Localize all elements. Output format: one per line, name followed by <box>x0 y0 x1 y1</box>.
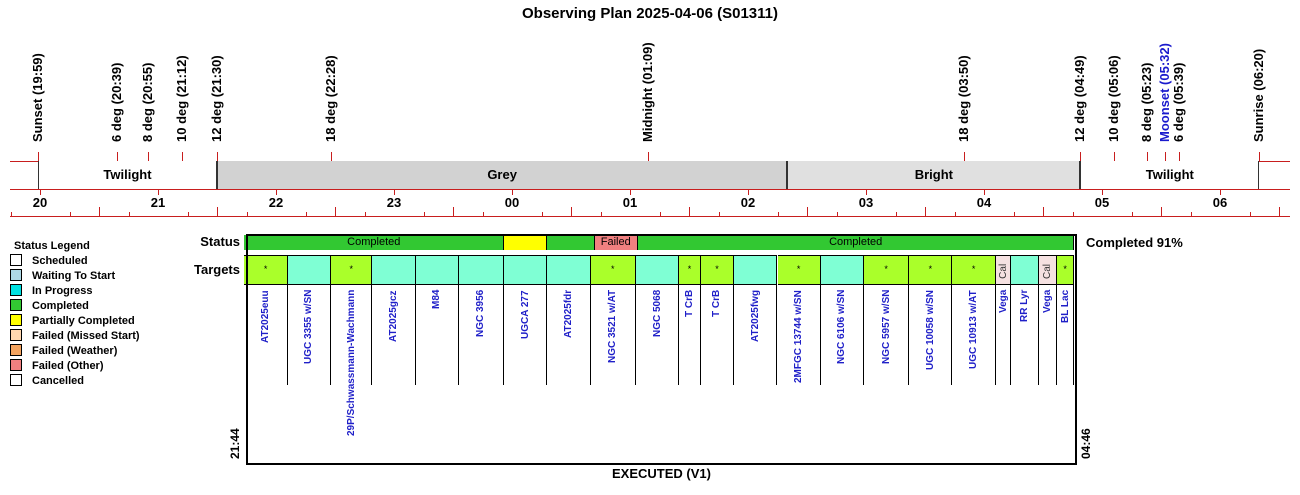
completed-marker: * <box>796 264 801 274</box>
completed-marker: * <box>611 264 615 274</box>
legend-swatch <box>10 284 22 296</box>
hour-label: 20 <box>32 195 48 210</box>
event-label: 8 deg (20:55) <box>140 62 156 142</box>
minor-tick <box>453 207 454 216</box>
completed-marker: * <box>1063 264 1067 274</box>
minor-tick <box>601 212 602 216</box>
sky-band: Twilight <box>38 161 217 189</box>
event-label: Midnight (01:09) <box>639 42 655 142</box>
target-name: T CrB <box>711 289 723 317</box>
hour-label: 04 <box>976 195 992 210</box>
minor-tick <box>719 212 720 216</box>
target-name: Vega <box>997 289 1009 313</box>
legend-item <box>10 360 104 374</box>
legend-swatch <box>10 269 22 281</box>
event-label: 12 deg (21:30) <box>209 55 224 142</box>
sky-band: Twilight <box>1080 161 1259 189</box>
minor-tick <box>365 212 366 216</box>
minor-tick <box>896 212 897 216</box>
legend-label: Cancelled <box>32 375 84 387</box>
target-name: NGC 3521 w/AT <box>607 289 619 363</box>
hour-label: 01 <box>622 195 638 210</box>
grid-hline <box>10 189 1290 190</box>
event-tick <box>964 152 965 161</box>
completed-marker: * <box>971 264 976 274</box>
event-tick <box>217 152 218 161</box>
legend-label: In Progress <box>32 285 93 297</box>
legend-item <box>10 300 89 314</box>
event-label: Moonset (05:32) <box>1156 43 1172 142</box>
event-tick <box>331 152 332 161</box>
hour-label: 05 <box>1094 195 1110 210</box>
target-name: AT2025gcz <box>388 290 399 342</box>
target-name: 29P/Schwassmann-Wachmann <box>345 289 357 436</box>
completed-marker: * <box>263 264 268 274</box>
minor-tick <box>1161 207 1162 216</box>
minor-tick <box>1014 212 1015 216</box>
minor-tick <box>1191 212 1192 216</box>
legend-item <box>10 315 135 329</box>
target-name: UGC 10058 w/SN <box>924 289 936 370</box>
minor-tick <box>689 207 690 216</box>
minor-tick <box>424 212 425 216</box>
completed-marker: * <box>687 264 692 274</box>
event-tick <box>1179 152 1180 161</box>
completion-summary: Completed 91% <box>1086 235 1183 250</box>
event-tick <box>182 152 183 161</box>
completed-marker: * <box>715 264 719 274</box>
legend-label: Failed (Other) <box>32 360 104 372</box>
minor-tick <box>542 212 543 216</box>
minor-tick <box>70 212 71 216</box>
target-name: NGC 6106 w/SN <box>836 289 848 364</box>
hour-label: 21 <box>150 195 166 210</box>
legend-label: Partially Completed <box>32 315 135 327</box>
minor-tick <box>1132 212 1133 216</box>
minor-tick <box>807 207 808 216</box>
minor-tick <box>660 212 661 216</box>
legend-item <box>10 345 117 359</box>
status-row-label: Status <box>200 234 240 249</box>
event-tick <box>1147 152 1148 161</box>
minor-tick <box>335 207 336 216</box>
sky-band: Grey <box>217 161 787 189</box>
minor-tick <box>1043 207 1044 216</box>
minor-tick <box>11 212 12 216</box>
event-tick <box>1080 152 1081 161</box>
minor-tick <box>925 207 926 216</box>
plan-start-time: 21:44 <box>228 428 242 459</box>
event-label: 10 deg (21:12) <box>173 55 189 142</box>
event-label: 10 deg (05:06) <box>1105 55 1121 142</box>
target-name: RR Lyr <box>1019 289 1031 322</box>
executed-label: EXECUTED (V1) <box>612 466 711 481</box>
legend-label: Waiting To Start <box>32 270 116 282</box>
minor-tick <box>1279 207 1280 216</box>
target-name: AT2025fwg <box>749 289 761 342</box>
legend-title: Status Legend <box>14 240 90 252</box>
calibration-marker: Cal <box>1041 264 1053 280</box>
minor-tick <box>571 207 572 216</box>
target-name: M84 <box>431 289 443 309</box>
minor-tick <box>306 212 307 216</box>
legend-label: Scheduled <box>32 255 88 267</box>
minor-tick <box>837 212 838 216</box>
minor-tick <box>217 207 218 216</box>
minor-tick <box>99 207 100 216</box>
legend-swatch <box>10 359 22 371</box>
sky-band: Bright <box>787 161 1080 189</box>
target-name: BL Lac <box>1059 289 1071 323</box>
status-segment: Failed <box>595 235 638 250</box>
legend-item <box>10 375 84 389</box>
minor-tick <box>1250 212 1251 216</box>
status-segment: Completed <box>244 235 504 250</box>
legend-item <box>10 285 93 299</box>
plan-end-time: 04:46 <box>1079 428 1093 459</box>
targets-row-label: Targets <box>194 262 240 277</box>
event-tick <box>1259 152 1260 161</box>
legend-item <box>10 255 88 269</box>
legend-label: Failed (Weather) <box>32 345 118 357</box>
minor-tick <box>778 212 779 216</box>
event-tick <box>38 152 39 161</box>
target-name: NGC 5068 <box>651 289 663 337</box>
event-label: 18 deg (03:50) <box>956 55 972 142</box>
completed-marker: * <box>884 264 888 274</box>
event-tick <box>1165 152 1166 161</box>
event-label: Sunset (19:59) <box>29 53 45 142</box>
hour-label: 23 <box>386 195 402 210</box>
minor-tick <box>483 212 484 216</box>
minor-tick <box>247 212 248 216</box>
hour-label: 00 <box>504 195 520 210</box>
event-tick <box>117 152 118 161</box>
event-label: 6 deg (20:39) <box>108 62 124 142</box>
target-name: NGC 3956 <box>475 289 487 337</box>
legend-item <box>10 330 140 344</box>
event-label: 12 deg (04:49) <box>1072 55 1088 142</box>
target-name: AT2025euu <box>260 290 272 343</box>
event-tick <box>648 152 649 161</box>
completed-marker: * <box>928 264 933 274</box>
minor-tick <box>955 212 956 216</box>
event-tick <box>1114 152 1115 161</box>
event-tick <box>148 152 149 161</box>
legend-swatch <box>10 374 22 386</box>
legend-swatch <box>10 329 22 341</box>
hour-label: 22 <box>268 195 284 210</box>
target-name: UGCA 277 <box>519 290 531 339</box>
target-name: 2MFGC 13744 w/SN <box>793 290 805 383</box>
hour-label: 02 <box>740 195 756 210</box>
event-label: 18 deg (22:28) <box>323 55 339 142</box>
hour-label: 06 <box>1212 195 1228 210</box>
minor-tick <box>188 212 189 216</box>
target-name: NGC 5957 w/SN <box>880 289 892 364</box>
legend-item <box>10 270 115 284</box>
legend-label: Failed (Missed Start) <box>32 330 140 342</box>
completed-marker: * <box>349 264 353 274</box>
legend-swatch <box>10 254 22 266</box>
calibration-marker: Cal <box>997 263 1009 279</box>
event-label: 6 deg (05:39) <box>1170 62 1186 142</box>
legend-swatch <box>10 299 22 311</box>
target-name: AT2025fdr <box>563 289 575 338</box>
target-name: UGC 10913 w/AT <box>968 290 980 369</box>
legend-swatch <box>10 314 22 326</box>
executed-frame <box>246 234 1077 465</box>
event-label: 8 deg (05:23) <box>1139 62 1155 142</box>
minor-tick <box>129 212 130 216</box>
status-segment: Completed <box>638 235 1075 250</box>
target-name: UGC 3355 w/SN <box>303 289 315 364</box>
grid-hline <box>10 216 1290 217</box>
event-label: Sunrise (06:20) <box>1251 48 1267 142</box>
target-name: Vega <box>1041 289 1053 313</box>
target-name: T CrB <box>684 289 695 317</box>
legend-swatch <box>10 344 22 356</box>
legend-label: Completed <box>32 300 89 312</box>
chart-title: Observing Plan 2025-04-06 (S01311) <box>522 5 778 22</box>
hour-label: 03 <box>858 195 874 210</box>
minor-tick <box>1073 212 1074 216</box>
